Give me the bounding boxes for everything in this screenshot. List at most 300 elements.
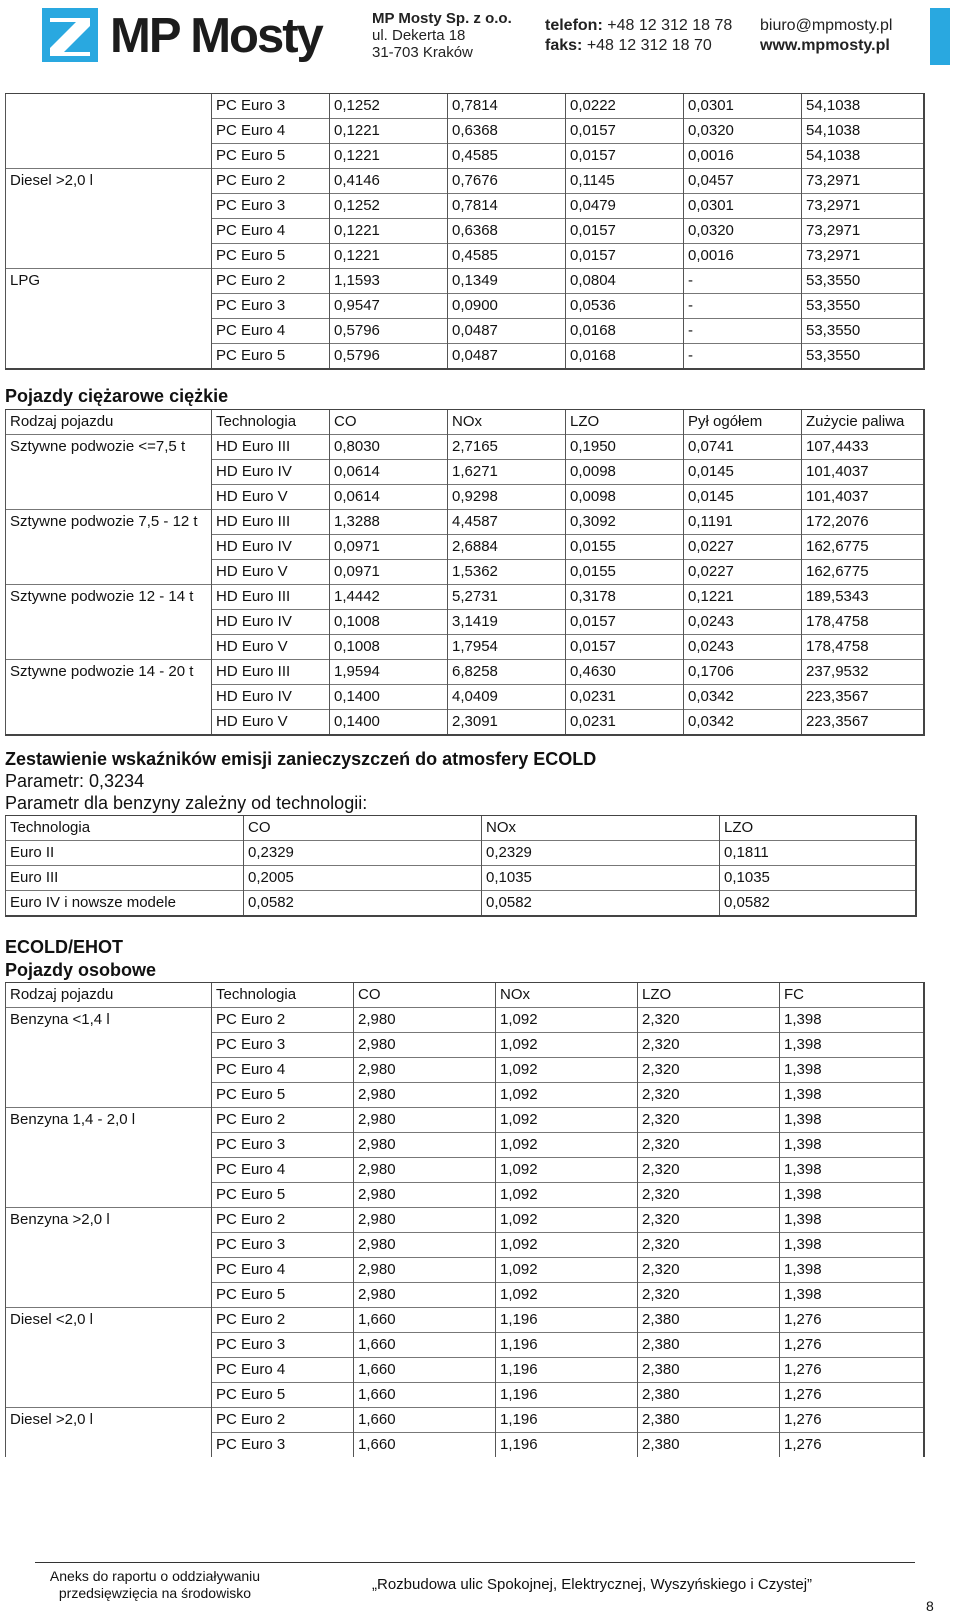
table-row (6, 319, 924, 344)
table-cell: PC Euro 2 (212, 1308, 354, 1333)
table-row (6, 485, 924, 510)
vehicle-type-cell (6, 244, 212, 269)
section-title-ecold-ehot: ECOLD/EHOT (5, 937, 124, 957)
table-cell: 0,9547 (330, 294, 448, 319)
table-cell: 0,0016 (684, 244, 802, 269)
vehicle-type-cell (6, 460, 212, 485)
table-row (6, 1158, 924, 1183)
table-cell: 223,3567 (802, 685, 924, 710)
table-cell: 0,0582 (482, 891, 720, 917)
table-cell: 2,320 (638, 1083, 780, 1108)
vehicle-type-cell (6, 94, 212, 119)
table-cell: HD Euro IV (212, 535, 330, 560)
vehicle-type-cell (6, 1183, 212, 1208)
table-cell: 172,2076 (802, 510, 924, 535)
table-cell: 0,1349 (448, 269, 566, 294)
table-cell: 0,1221 (684, 585, 802, 610)
table-cell: PC Euro 4 (212, 1358, 354, 1383)
table-row (6, 1433, 924, 1458)
table-cell: 1,660 (354, 1383, 496, 1408)
table-cell: 2,980 (354, 1208, 496, 1233)
table-row (6, 685, 924, 710)
table-cell: HD Euro IV (212, 685, 330, 710)
table-cell: 0,3092 (566, 510, 684, 535)
table-cell: 1,660 (354, 1308, 496, 1333)
table-row (6, 1383, 924, 1408)
vehicle-type-cell (6, 294, 212, 319)
vehicle-type-cell (6, 1333, 212, 1358)
table-cell: 1,398 (780, 1008, 924, 1033)
table-cell: 0,1706 (684, 660, 802, 685)
table-cell: 0,0582 (244, 891, 482, 917)
table-row (6, 1008, 924, 1033)
company-website[interactable]: www.mpmosty.pl (760, 37, 890, 54)
table-row (6, 1258, 924, 1283)
table-cell: 2,320 (638, 1158, 780, 1183)
table-cell: HD Euro V (212, 710, 330, 736)
table-row (6, 1108, 924, 1133)
table-cell: 2,980 (354, 1058, 496, 1083)
vehicle-type-cell: Sztywne podwozie 12 - 14 t (6, 585, 212, 610)
table-cell: 0,0971 (330, 535, 448, 560)
table-header-cell: NOx (482, 816, 720, 841)
vehicle-type-cell: Sztywne podwozie 14 - 20 t (6, 660, 212, 685)
company-logo-mark (42, 8, 98, 62)
table-cell: 0,0536 (566, 294, 684, 319)
table-cell: 1,398 (780, 1058, 924, 1083)
table-row (6, 1358, 924, 1383)
table-cell: 54,1038 (802, 119, 924, 144)
table-row (6, 294, 924, 319)
table-cell: 1,276 (780, 1333, 924, 1358)
vehicle-type-cell (6, 1233, 212, 1258)
table-cell: 0,0098 (566, 460, 684, 485)
table-cell: 53,3550 (802, 319, 924, 344)
table-cell: 0,1221 (330, 219, 448, 244)
table-cell: PC Euro 5 (212, 1083, 354, 1108)
table-cell: PC Euro 2 (212, 169, 330, 194)
table-row (6, 660, 924, 685)
table-cell: 0,0157 (566, 144, 684, 169)
table-cell: 0,0900 (448, 294, 566, 319)
table-header-cell: Technologia (6, 816, 244, 841)
table-cell: 4,0409 (448, 685, 566, 710)
table-cell: - (684, 319, 802, 344)
table-cell: 2,980 (354, 1233, 496, 1258)
table-cell: 0,0342 (684, 685, 802, 710)
table-cell: 0,0971 (330, 560, 448, 585)
table-cell: PC Euro 2 (212, 269, 330, 294)
table-cell: 0,0222 (566, 94, 684, 119)
table-cell: 1,660 (354, 1433, 496, 1458)
table-cell: 73,2971 (802, 194, 924, 219)
table-cell: 54,1038 (802, 144, 924, 169)
table-row (6, 710, 924, 736)
company-name: MP Mosty Sp. z o.o. (372, 10, 512, 27)
table-cell: 0,0301 (684, 194, 802, 219)
table-cell: 54,1038 (802, 94, 924, 119)
table-cell: 1,276 (780, 1408, 924, 1433)
table-cell: PC Euro 4 (212, 1058, 354, 1083)
table-row (6, 841, 916, 866)
table-cell: 1,092 (496, 1108, 638, 1133)
vehicle-type-cell (6, 119, 212, 144)
table-cell: 53,3550 (802, 344, 924, 370)
table-cell: 1,3288 (330, 510, 448, 535)
table-cell: 1,092 (496, 1133, 638, 1158)
table-cell: 1,398 (780, 1208, 924, 1233)
table-cell: PC Euro 3 (212, 1033, 354, 1058)
table-cell: 1,092 (496, 1008, 638, 1033)
table-cell: 1,276 (780, 1358, 924, 1383)
table-cell: 1,276 (780, 1308, 924, 1333)
table-cell: 0,0231 (566, 685, 684, 710)
vehicle-type-cell (6, 1433, 212, 1458)
fax-number: +48 12 312 18 70 (586, 37, 712, 54)
company-logo-text: MP Mosty (110, 9, 322, 63)
table-cell: HD Euro III (212, 435, 330, 460)
table-cell: 0,0098 (566, 485, 684, 510)
table-cell: 0,1035 (720, 866, 916, 891)
vehicle-type-cell (6, 144, 212, 169)
table-cell: 0,1145 (566, 169, 684, 194)
table-cell: 1,196 (496, 1383, 638, 1408)
footer-document-title (35, 1568, 275, 1602)
table-cell: 2,3091 (448, 710, 566, 736)
table-cell: 1,660 (354, 1333, 496, 1358)
table-cell: 1,196 (496, 1433, 638, 1458)
vehicle-type-cell: Diesel <2,0 l (6, 1308, 212, 1333)
table-cell: 1,5362 (448, 560, 566, 585)
table-cell: HD Euro V (212, 560, 330, 585)
table-cell: 0,0479 (566, 194, 684, 219)
table-cell: 0,0016 (684, 144, 802, 169)
table-cell: 0,0804 (566, 269, 684, 294)
table-cell: 2,320 (638, 1008, 780, 1033)
vehicle-type-cell (6, 685, 212, 710)
table-cell: 0,0157 (566, 119, 684, 144)
table-cell: 73,2971 (802, 169, 924, 194)
table-header-cell: CO (244, 816, 482, 841)
section-title-heavy-trucks: Pojazdy ciężarowe ciężkie (5, 386, 229, 406)
table-header-cell: Technologia (212, 983, 354, 1008)
table-cell: 1,4442 (330, 585, 448, 610)
table-cell: 1,092 (496, 1158, 638, 1183)
footer-divider (35, 1562, 915, 1563)
table-cell: 2,320 (638, 1208, 780, 1233)
table-cell: 1,398 (780, 1083, 924, 1108)
company-email[interactable]: biuro@mpmosty.pl (760, 17, 893, 34)
table-cell: 2,320 (638, 1133, 780, 1158)
vehicle-type-cell (6, 1133, 212, 1158)
table-cell: 2,380 (638, 1333, 780, 1358)
table-cell: 1,660 (354, 1408, 496, 1433)
table-cell: HD Euro V (212, 635, 330, 660)
table-cell: 0,0157 (566, 244, 684, 269)
table-cell: 189,5343 (802, 585, 924, 610)
table-cell: 2,320 (638, 1108, 780, 1133)
table-cell: HD Euro III (212, 585, 330, 610)
table-cell: 2,380 (638, 1383, 780, 1408)
table-cell: 1,092 (496, 1233, 638, 1258)
table-cell: 2,380 (638, 1408, 780, 1433)
table-cell: - (684, 344, 802, 370)
table-cell: 0,0457 (684, 169, 802, 194)
table-cell: 2,320 (638, 1283, 780, 1308)
table-cell: 1,196 (496, 1333, 638, 1358)
table-row (6, 1208, 924, 1233)
table-cell: 0,0227 (684, 535, 802, 560)
table-cell: 1,398 (780, 1158, 924, 1183)
table-cell: 5,2731 (448, 585, 566, 610)
table-cell: PC Euro 2 (212, 1208, 354, 1233)
table-cell: 2,320 (638, 1033, 780, 1058)
vehicle-type-cell (6, 1083, 212, 1108)
table-cell: 0,0320 (684, 119, 802, 144)
table-cell: 1,398 (780, 1258, 924, 1283)
vehicle-type-cell (6, 319, 212, 344)
ecold-ehot-table (5, 982, 925, 1457)
table-cell: 0,1221 (330, 119, 448, 144)
table-row (6, 1083, 924, 1108)
table-row (6, 1033, 924, 1058)
vehicle-type-cell: Sztywne podwozie 7,5 - 12 t (6, 510, 212, 535)
table-cell: 0,1221 (330, 144, 448, 169)
vehicle-type-cell: Sztywne podwozie <=7,5 t (6, 435, 212, 460)
table-cell: 1,092 (496, 1083, 638, 1108)
table-cell: 0,0741 (684, 435, 802, 460)
table-cell: 1,276 (780, 1433, 924, 1458)
company-city: 31-703 Kraków (372, 44, 473, 61)
table-cell: 0,0155 (566, 535, 684, 560)
table-cell: 178,4758 (802, 635, 924, 660)
table-cell: 0,5796 (330, 344, 448, 370)
table-cell: 0,0168 (566, 319, 684, 344)
table-cell: 0,8030 (330, 435, 448, 460)
table-cell: 1,398 (780, 1233, 924, 1258)
table-cell: PC Euro 5 (212, 1183, 354, 1208)
table-cell: 0,4146 (330, 169, 448, 194)
table-row (6, 144, 924, 169)
table-cell: 0,6368 (448, 119, 566, 144)
page-number: 8 (926, 1598, 934, 1614)
table-cell: 0,0487 (448, 344, 566, 370)
table-cell: Euro III (6, 866, 244, 891)
company-address (372, 10, 512, 61)
table-row (6, 269, 924, 294)
ecold-parameter: Parametr: 0,3234 (5, 771, 145, 791)
vehicle-type-cell: Benzyna <1,4 l (6, 1008, 212, 1033)
table-cell: 0,0243 (684, 635, 802, 660)
table-cell: 0,1008 (330, 635, 448, 660)
vehicle-type-cell (6, 560, 212, 585)
table-row (6, 194, 924, 219)
table-cell: 1,6271 (448, 460, 566, 485)
table-cell: 101,4037 (802, 485, 924, 510)
vehicle-type-cell: Diesel >2,0 l (6, 169, 212, 194)
table-cell: PC Euro 3 (212, 1333, 354, 1358)
vehicle-type-cell (6, 1283, 212, 1308)
table-cell: HD Euro IV (212, 610, 330, 635)
table-cell: 1,398 (780, 1108, 924, 1133)
vehicle-type-cell (6, 485, 212, 510)
table-cell: 2,980 (354, 1133, 496, 1158)
table-cell: 1,196 (496, 1308, 638, 1333)
table-cell: Euro IV i nowsze modele (6, 891, 244, 917)
table-row (6, 219, 924, 244)
table-cell: 2,380 (638, 1433, 780, 1458)
emission-table-heavy-trucks (5, 409, 925, 736)
table-cell: PC Euro 3 (212, 1233, 354, 1258)
table-cell: - (684, 269, 802, 294)
table-row (6, 244, 924, 269)
table-cell: 1,196 (496, 1408, 638, 1433)
table-cell: 1,398 (780, 1133, 924, 1158)
table-cell: 0,7814 (448, 94, 566, 119)
table-cell: 178,4758 (802, 610, 924, 635)
vehicle-type-cell: LPG (6, 269, 212, 294)
vehicle-type-cell (6, 710, 212, 736)
vehicle-type-cell (6, 535, 212, 560)
table-header-cell: Pył ogółem (684, 410, 802, 435)
table-cell: 6,8258 (448, 660, 566, 685)
table-cell: 53,3550 (802, 294, 924, 319)
table-row (6, 585, 924, 610)
table-cell: 1,092 (496, 1258, 638, 1283)
table-cell: 2,980 (354, 1108, 496, 1133)
vehicle-type-cell (6, 610, 212, 635)
table-cell: 3,1419 (448, 610, 566, 635)
ecold-parameter-petrol: Parametr dla benzyny zależny od technologii: (5, 793, 368, 813)
table-cell: 0,0168 (566, 344, 684, 370)
table-cell: 0,1811 (720, 841, 916, 866)
table-cell: PC Euro 4 (212, 1258, 354, 1283)
table-cell: 0,2329 (244, 841, 482, 866)
table-cell: 0,4585 (448, 144, 566, 169)
vehicle-type-cell (6, 635, 212, 660)
table-cell: 0,6368 (448, 219, 566, 244)
table-cell: 0,0243 (684, 610, 802, 635)
table-cell: 0,2005 (244, 866, 482, 891)
footer-document-line2: przedsięwzięcia na środowisko (58, 1585, 252, 1601)
table-header-cell: Rodzaj pojazdu (6, 410, 212, 435)
table-cell: 2,980 (354, 1258, 496, 1283)
table-cell: PC Euro 5 (212, 1283, 354, 1308)
table-row (6, 1183, 924, 1208)
table-row (6, 94, 924, 119)
table-header-cell: Technologia (212, 410, 330, 435)
table-cell: 0,0320 (684, 219, 802, 244)
table-cell: 0,0301 (684, 94, 802, 119)
table-cell: PC Euro 4 (212, 1158, 354, 1183)
table-cell: 73,2971 (802, 219, 924, 244)
table-cell: 1,398 (780, 1183, 924, 1208)
table-header-cell: LZO (638, 983, 780, 1008)
vehicle-type-cell: Diesel >2,0 l (6, 1408, 212, 1433)
vehicle-type-cell (6, 344, 212, 370)
table-header-cell: CO (354, 983, 496, 1008)
table-cell: 2,980 (354, 1158, 496, 1183)
table-cell: PC Euro 3 (212, 294, 330, 319)
table-cell: 1,7954 (448, 635, 566, 660)
table-header-cell: CO (330, 410, 448, 435)
vehicle-type-cell (6, 1058, 212, 1083)
table-cell: 0,0157 (566, 219, 684, 244)
table-cell: 0,0614 (330, 485, 448, 510)
table-row (6, 1058, 924, 1083)
table-cell: 0,3178 (566, 585, 684, 610)
table-row (6, 435, 924, 460)
table-cell: 1,092 (496, 1033, 638, 1058)
table-cell: 0,1191 (684, 510, 802, 535)
table-cell: 0,0145 (684, 460, 802, 485)
table-header-cell: Zużycie paliwa (802, 410, 924, 435)
table-cell: 0,0227 (684, 560, 802, 585)
table-cell: 0,7814 (448, 194, 566, 219)
section-subtitle-passenger-cars: Pojazdy osobowe (5, 960, 157, 980)
table-cell: 2,380 (638, 1308, 780, 1333)
vehicle-type-cell (6, 1258, 212, 1283)
table-cell: 2,320 (638, 1233, 780, 1258)
table-cell: 2,320 (638, 1258, 780, 1283)
table-cell: 0,0157 (566, 635, 684, 660)
table-cell: 0,1008 (330, 610, 448, 635)
table-header-cell: FC (780, 983, 924, 1008)
table-cell: 0,2329 (482, 841, 720, 866)
table-cell: 2,380 (638, 1358, 780, 1383)
table-header-cell: LZO (720, 816, 916, 841)
table-cell: 0,1400 (330, 710, 448, 736)
table-cell: 0,1035 (482, 866, 720, 891)
table-row (6, 1333, 924, 1358)
table-cell: 1,660 (354, 1358, 496, 1383)
table-header-cell: Rodzaj pojazdu (6, 983, 212, 1008)
table-cell: 1,092 (496, 1283, 638, 1308)
table-cell: PC Euro 4 (212, 219, 330, 244)
table-cell: PC Euro 3 (212, 1133, 354, 1158)
table-cell: 0,0614 (330, 460, 448, 485)
table-cell: PC Euro 2 (212, 1408, 354, 1433)
table-cell: 0,0342 (684, 710, 802, 736)
table-row (6, 119, 924, 144)
table-cell: 2,980 (354, 1033, 496, 1058)
table-cell: PC Euro 5 (212, 1383, 354, 1408)
company-phones (545, 16, 732, 56)
table-cell: 2,980 (354, 1083, 496, 1108)
vehicle-type-cell: Benzyna 1,4 - 2,0 l (6, 1108, 212, 1133)
company-street: ul. Dekerta 18 (372, 27, 466, 44)
table-cell: PC Euro 3 (212, 94, 330, 119)
vehicle-type-cell: Benzyna >2,0 l (6, 1208, 212, 1233)
table-cell: 107,4433 (802, 435, 924, 460)
table-cell: 0,4630 (566, 660, 684, 685)
table-cell: PC Euro 3 (212, 1433, 354, 1458)
vehicle-type-cell (6, 1383, 212, 1408)
table-cell: 0,1252 (330, 194, 448, 219)
table-cell: 0,5796 (330, 319, 448, 344)
ecold-table (5, 815, 917, 917)
table-cell: 0,0145 (684, 485, 802, 510)
table-cell: 0,0155 (566, 560, 684, 585)
table-row (6, 1408, 924, 1433)
table-cell: 162,6775 (802, 535, 924, 560)
table-cell: 2,980 (354, 1008, 496, 1033)
table-row (6, 1133, 924, 1158)
table-cell: 0,0582 (720, 891, 916, 917)
table-row (6, 460, 924, 485)
table-cell: 1,398 (780, 1283, 924, 1308)
table-cell: 0,7676 (448, 169, 566, 194)
